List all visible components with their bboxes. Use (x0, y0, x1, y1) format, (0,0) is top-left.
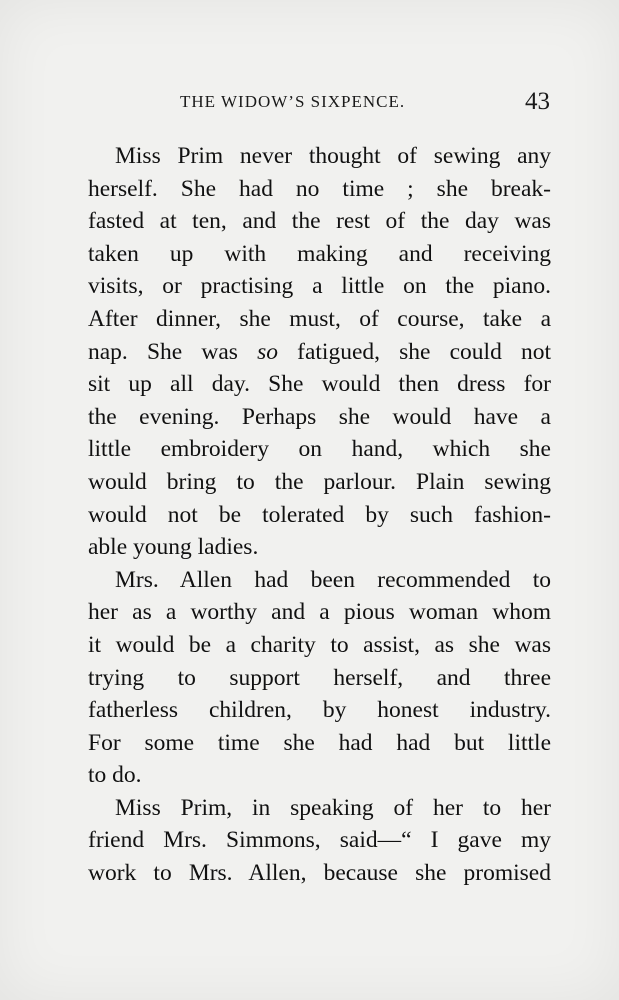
text-line: Miss Prim, in speaking of her to her (115, 794, 551, 821)
text-line (88, 336, 551, 369)
text-line: friend Mrs. Simmons, said—“ I gave my (88, 827, 551, 854)
text-line: fasted at ten, and the rest of the day was (88, 208, 551, 235)
text-line: able young ladies. (88, 534, 259, 561)
text-line: little embroidery on hand, which she (88, 436, 551, 463)
text-line: trying to support herself, and three (88, 664, 551, 691)
text-line: sit up all day. She would then dress for (88, 371, 551, 398)
text-line: For some time she had had but little (88, 729, 551, 756)
page-number: 43 (525, 88, 550, 115)
emphasized-word: so (257, 338, 278, 365)
page-header (100, 88, 550, 120)
text-line: herself. She had no time ; she break- (88, 175, 551, 202)
text-line: work to Mrs. Allen, because she promised (88, 860, 551, 887)
text-line: to do. (88, 762, 142, 789)
text-segment: fatigued, she could not (297, 338, 552, 365)
text-line: Miss Prim never thought of sewing any (115, 143, 551, 169)
text-line: fatherless children, by honest industry. (88, 697, 551, 724)
text-line: would bring to the parlour. Plain sewing (88, 468, 551, 495)
text-line: her as a worthy and a pious woman whom (88, 599, 551, 626)
body-text (88, 140, 551, 890)
text-line: After dinner, she must, of course, take a (88, 305, 551, 332)
text-segment: nap. She was (88, 338, 238, 365)
text-line: the evening. Perhaps she would have a (88, 403, 551, 430)
text-line: visits, or practising a little on the piano. (88, 273, 551, 300)
running-title: THE WIDOW’S SIXPENCE. (180, 92, 406, 111)
text-line: taken up with making and receiving (88, 240, 551, 267)
text-line: it would be a charity to assist, as she was (88, 631, 551, 658)
text-line: Mrs. Allen had been recommended to (115, 566, 551, 593)
text-line: would not be tolerated by such fashion- (88, 501, 551, 528)
